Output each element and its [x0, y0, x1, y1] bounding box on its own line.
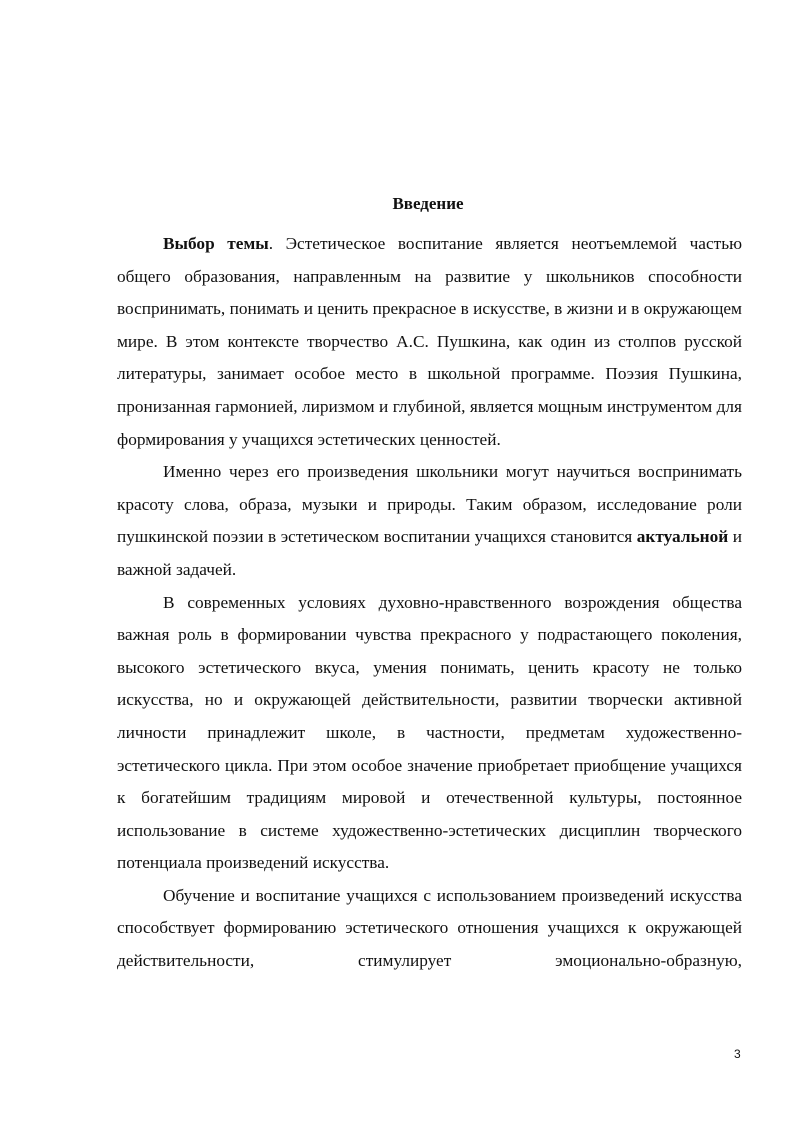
document-body: [117, 228, 742, 978]
paragraph-text: В современных условиях духовно-нравственного возрождения общества важная роль в формировании чувства прекрасного у подрастающего поколения, высокого эстетического вкуса, умения понимать, ценить красоту не только искусства, но и окружающей действительности, развитии творчески активной личности принадлежит школе, в частности, предметам художественно-эстетического цикла. При этом особое значение приобретает приобщение учащихся к богатейшим традициям мировой и отечественной культуры, постоянное использование в системе художественно-эстетических дисциплин творческого потенциала произведений искусства.: [117, 592, 742, 873]
page-number: 3: [734, 1047, 741, 1061]
paragraph-teaching-with-art: [117, 880, 742, 978]
paragraph-modern-conditions: [117, 587, 742, 880]
topic-choice-label: Выбор темы: [163, 234, 269, 253]
section-heading: Введение: [392, 194, 464, 213]
paragraph-relevance: [117, 456, 742, 586]
paragraph-text: . Эстетическое воспитание является неотъемлемой частью общего образования, направленным на развитие у школьников способности воспринимать, понимать и ценить прекрасное в искусстве, в жизни и в окружающем мире. В этом контексте творчество А.С. Пушкина, как один из столпов русской литературы, занимает особое место в школьной программе. Поэзия Пушкина, пронизанная гармонией, лиризмом и глубиной, является мощным инструментом для формирования у учащихся эстетических ценностей.: [117, 234, 742, 449]
paragraph-text: и важной задачей.: [117, 527, 742, 579]
relevance-emphasis: актуальной: [636, 527, 729, 547]
paragraph-topic-choice: [117, 228, 742, 456]
paragraph-text: Именно через его произведения школьники могут научиться воспринимать красоту слова, образа, музыки и природы. Таким образом, исследование роли пушкинской поэзии в эстетическом воспитании учащихся становится: [117, 462, 742, 547]
paragraph-text: Обучение и воспитание учащихся с использованием произведений искусства способствует формированию эстетического отношения учащихся к окружающей действительности, стимулирует эмоционально-образную,: [117, 885, 742, 971]
